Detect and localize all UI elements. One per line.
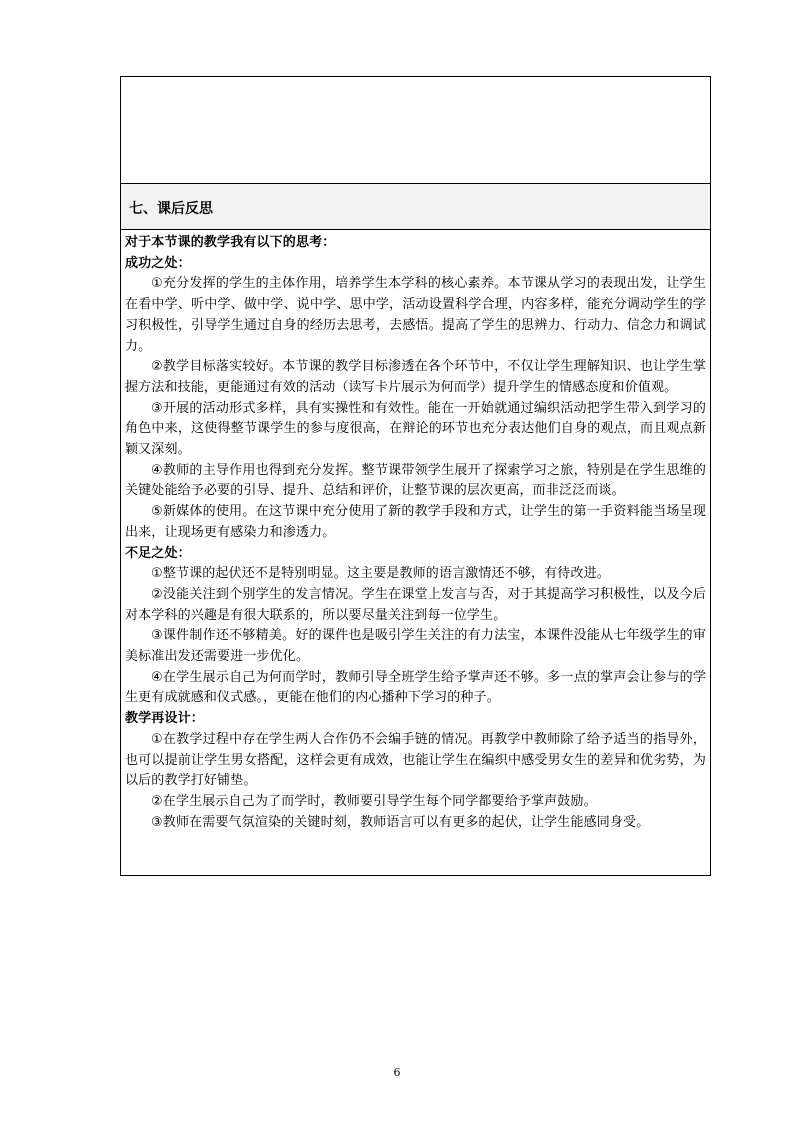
redesign-item: ①在教学过程中存在学生两人合作仍不会编手链的情况。再教学中教师除了给予适当的指导外，也可以提前让学生男女搭配，这样会更有成效，也能让学生在编织中感受男女生的差异和优劣势，为以后的教学打好铺垫。 [125,731,706,789]
reflection-content-cell [121,230,710,875]
section-title: 七、课后反思 [129,201,213,217]
shortcoming-item: ①整节课的起伏还不是特别明显。这主要是教师的语言激情还不够，有待改进。 [151,566,610,582]
section-header-cell [121,184,710,230]
lesson-plan-table [120,76,711,876]
success-item: ③开展的活动形式多样，具有实操性和有效性。能在一开始就通过编织活动把学生带入到学习的角色中来，这使得整节课学生的参与度很高，在辩论的环节也充分表达他们自身的观点，而且观点新颖又深刻。 [125,400,706,458]
blank-cell [121,77,710,184]
success-item: ②教学目标落实较好。本节课的教学目标渗透在各个环节中，不仅让学生理解知识、也让学生掌握方法和技能，更能通过有效的活动（读写卡片展示为何而学）提升学生的情感态度和价值观。 [125,359,706,395]
success-item: ④教师的主导作用也得到充分发挥。整节课带领学生展开了探索学习之旅，特别是在学生思维的关键处能给予必要的引导、提升、总结和评价，让整节课的层次更高，而非泛泛而谈。 [125,462,706,499]
reflection-content [125,233,706,833]
redesign-heading: 教学再设计： [125,711,204,727]
intro-line: 对于本节课的教学我有以下的思考： [125,235,336,250]
redesign-item: ③教师在需要气氛渲染的关键时刻，教师语言可以有更多的起伏，让学生能感同身受。 [151,814,650,830]
page-number: 6 [393,1066,401,1079]
shortcoming-item: ②没能关注到个别学生的发言情况。学生在课堂上发言与否，对于其提高学习积极性，以及今后对本学科的兴趣是有很大联系的，所以要尽量关注到每一位学生。 [125,586,706,623]
shortcoming-item: ④在学生展示自己为何而学时，教师引导全班学生给予掌声还不够。多一点的掌声会让参与的学生更有成就感和仪式感。，更能在他们的内心播种下学习的种子。 [125,669,706,706]
success-heading: 成功之处： [125,255,191,271]
success-item: ⑤新媒体的使用。在这节课中充分使用了新的教学手段和方式，让学生的第一手资料能当场呈现出来，让现场更有感染力和渗透力。 [125,504,706,540]
success-item: ①充分发挥的学生的主体作用，培养学生本学科的核心素养。本节课从学习的表现出发，让学生在看中学、听中学、做中学、说中学、思中学，活动设置科学合理，内容多样，能充分调动学生的学习积极性，引导学生通过自身的经历去思考，去感悟。提高了学生的思辨力、行动力、信念力和调试力。 [125,276,706,354]
redesign-item: ②在学生展示自己为了而学时，教师要引导学生每个同学都要给予掌声鼓励。 [151,793,597,809]
shortcoming-item: ③课件制作还不够精美。好的课件也是吸引学生关注的有力法宝，本课件没能从七年级学生的审美标准出发还需要进一步优化。 [125,628,706,665]
shortcoming-heading: 不足之处： [125,545,191,561]
